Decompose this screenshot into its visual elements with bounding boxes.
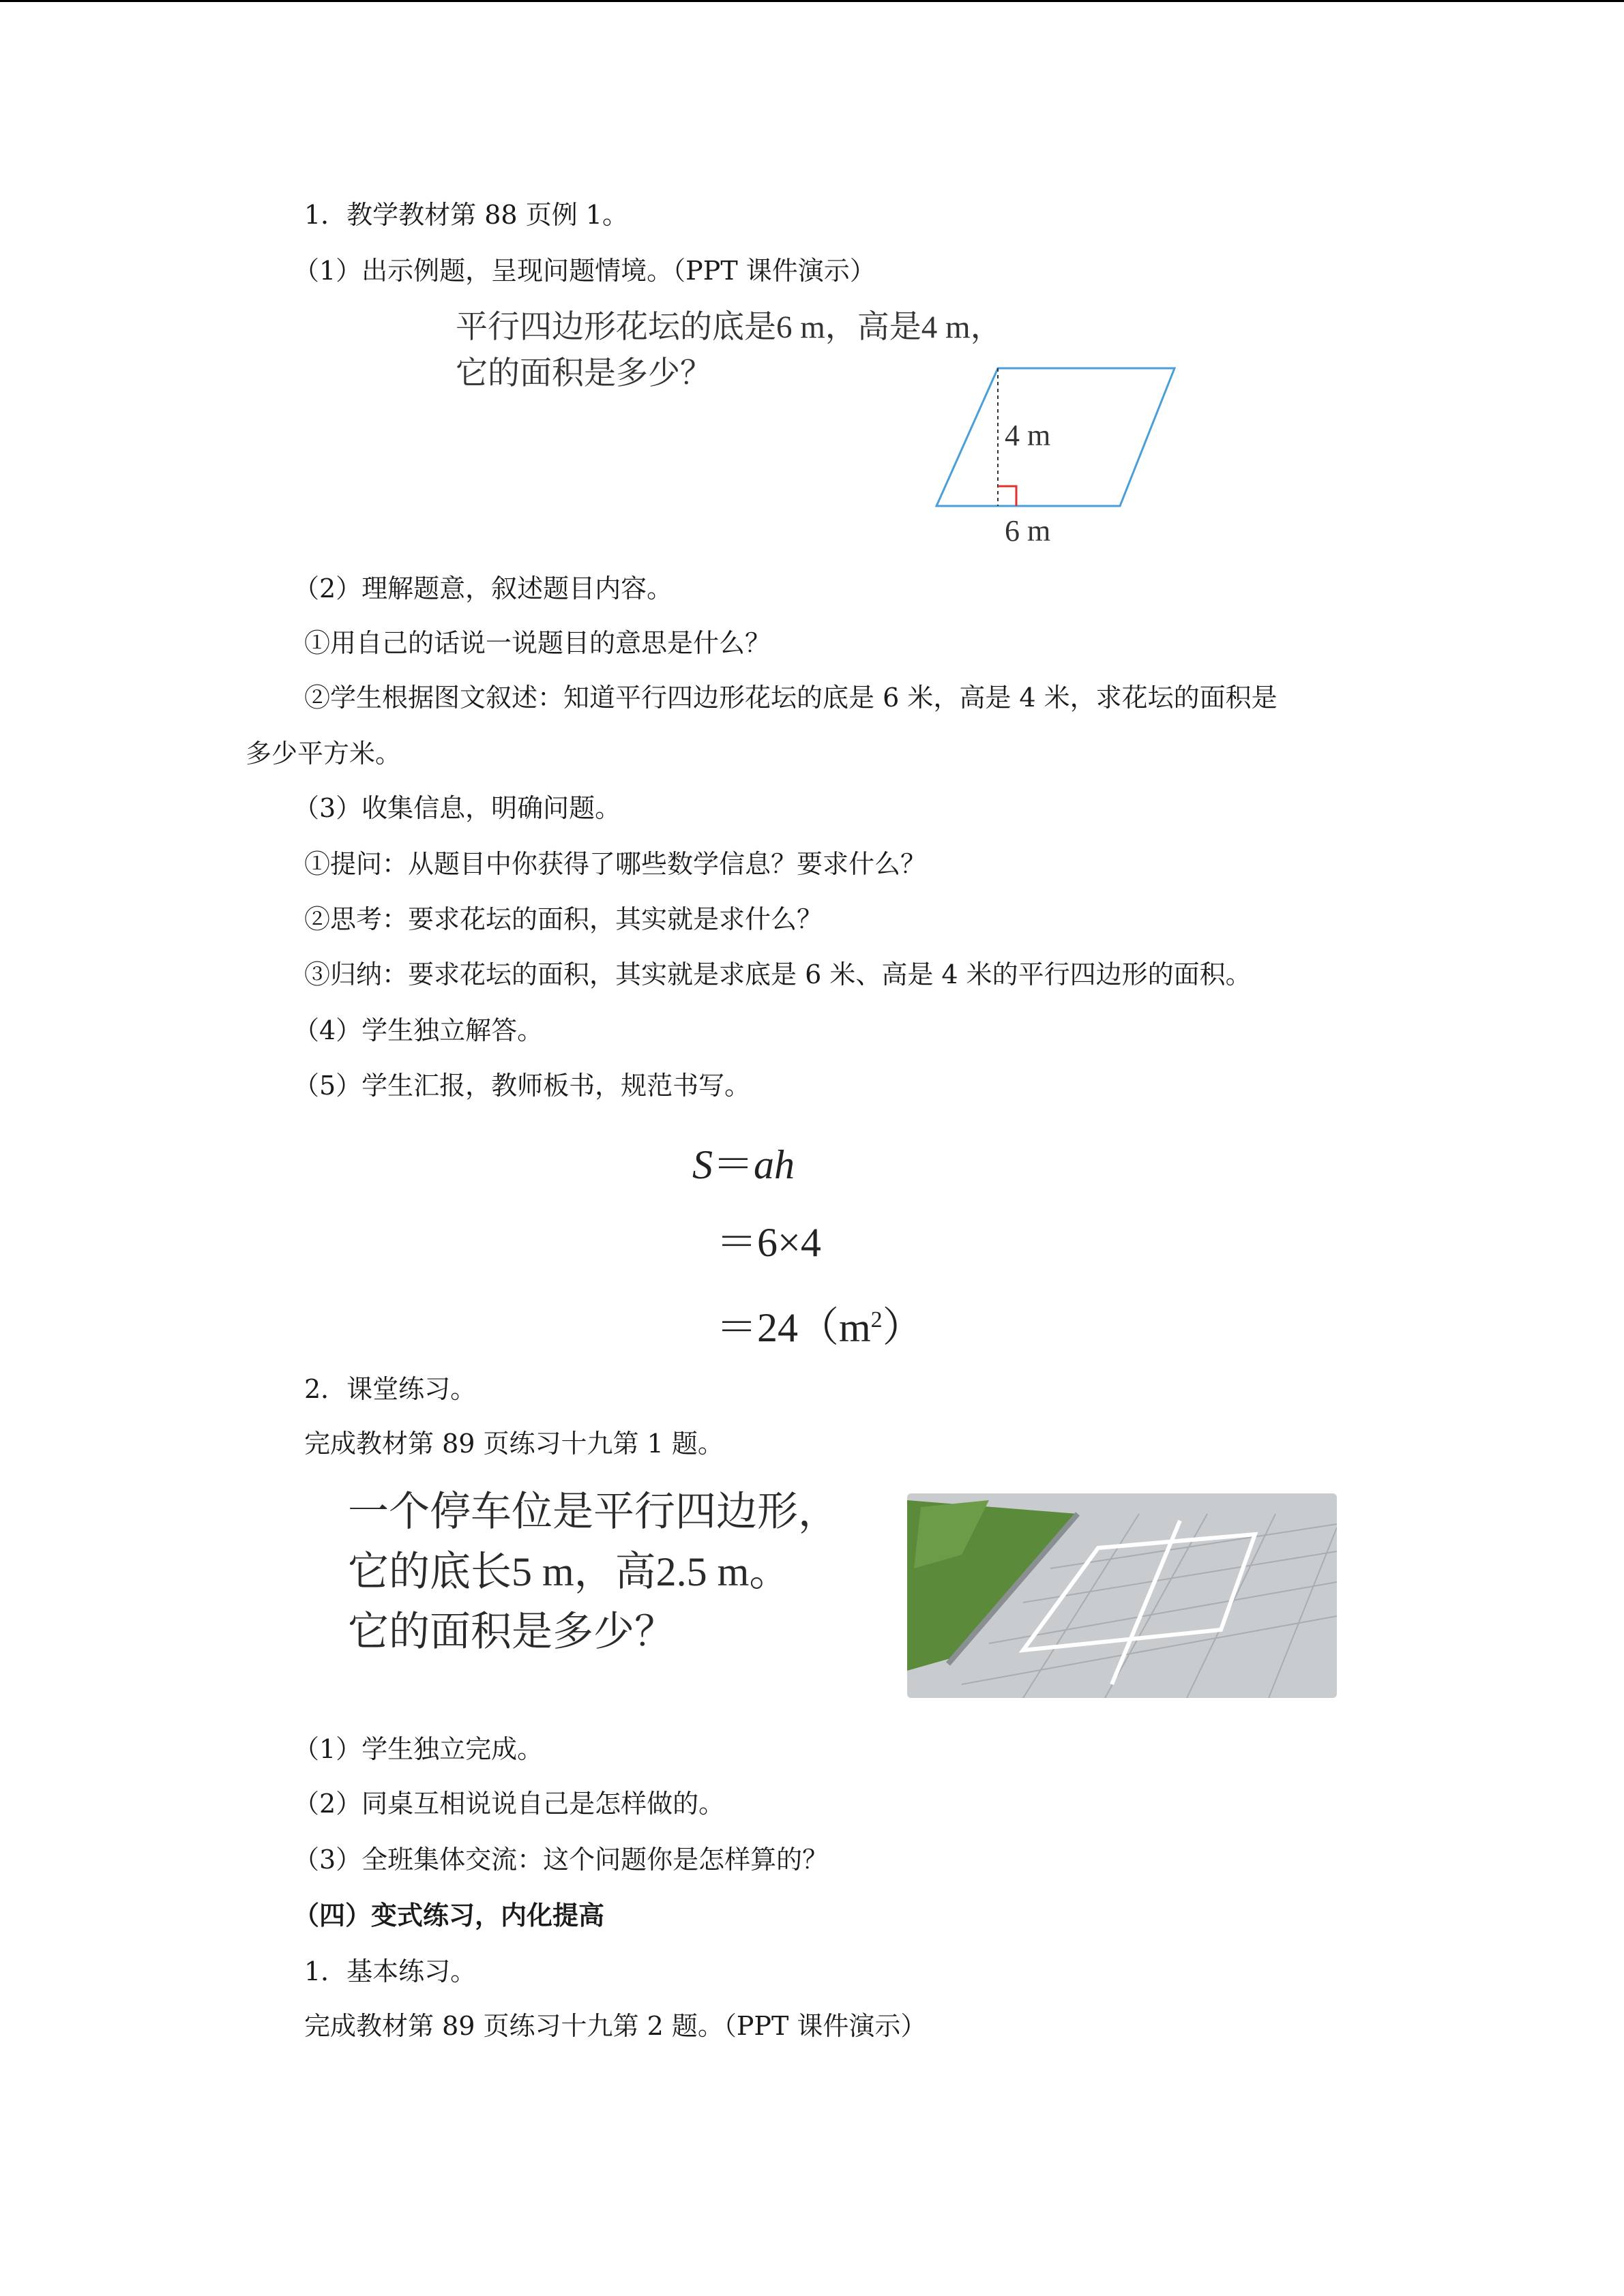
formula-line3-close: ）: [882, 1305, 924, 1350]
exercise-step-3: （3）全班集体交流：这个问题你是怎样算的？: [293, 1845, 829, 1875]
top-border: [0, 0, 1624, 2]
formula-line1: [692, 1140, 795, 1189]
exercise-line1: 一个停车位是平行四边形，: [348, 1489, 839, 1534]
formula-superscript: 2: [870, 1307, 883, 1332]
exercise-step-1: （1）学生独立完成。: [293, 1734, 544, 1764]
basic-practice-heading: 1．基本练习。: [304, 1956, 477, 1986]
sub-step-4: （4）学生独立解答。: [293, 1015, 544, 1045]
step-2-heading: 2．课堂练习。: [304, 1374, 477, 1404]
exercise-line3: 它的面积是多少？: [348, 1609, 675, 1654]
parallelogram-shape: [936, 368, 1175, 506]
example-question-line1: 平行四边形花坛的底是6 m，高是4 m，: [456, 310, 1003, 345]
basic-practice-instruction: 完成教材第 89 页练习十九第 2 题。（PPT 课件演示）: [304, 2011, 927, 2041]
right-angle-mark: [998, 486, 1016, 506]
formula-eq: ＝: [713, 1142, 754, 1187]
formula-ah: ah: [754, 1142, 795, 1187]
parallelogram-figure: [928, 361, 1187, 552]
exercise-instruction: 完成教材第 89 页练习十九第 1 题。: [304, 1429, 724, 1459]
height-label: 4 m: [1005, 419, 1051, 452]
point-think: ②思考：要求花坛的面积，其实就是求什么？: [304, 904, 823, 934]
section-heading-4: （四）变式练习，内化提高: [293, 1900, 605, 1930]
point-question: ①提问：从题目中你获得了哪些数学信息？要求什么？: [304, 849, 927, 879]
parking-lot-illustration: [907, 1493, 1337, 1698]
sub-step-3: （3）收集信息，明确问题。: [293, 793, 621, 823]
sub-step-2: （2）理解题意，叙述题目内容。: [293, 573, 673, 603]
exercise-step-2: （2）同桌互相说说自己是怎样做的。: [293, 1789, 725, 1819]
formula-line3: [716, 1296, 924, 1352]
point-1: ①用自己的话说一说题目的意思是什么？: [304, 628, 771, 658]
sub-step-5: （5）学生汇报，教师板书，规范书写。: [293, 1071, 751, 1101]
step-1-heading: 1．教学教材第 88 页例 1。: [304, 200, 628, 230]
point-2-continued: 多少平方米。: [246, 739, 402, 769]
point-2: ②学生根据图文叙述：知道平行四边形花坛的底是 6 米，高是 4 米，求花坛的面积是: [304, 683, 1278, 713]
base-label: 6 m: [1005, 514, 1051, 548]
point-summary: ③归纳：要求花坛的面积，其实就是求底是 6 米、高是 4 米的平行四边形的面积。: [304, 959, 1252, 989]
formula-line3-value: ＝24（m: [716, 1305, 871, 1350]
exercise-line2: 它的底长5 m，高2.5 m。: [348, 1549, 791, 1594]
example-question-line2: 它的面积是多少？: [456, 356, 712, 391]
formula-s: S: [692, 1142, 713, 1187]
sub-step-1: （1）出示例题，呈现问题情境。（PPT 课件演示）: [293, 256, 876, 286]
formula-line2: ＝6×4: [716, 1220, 821, 1265]
